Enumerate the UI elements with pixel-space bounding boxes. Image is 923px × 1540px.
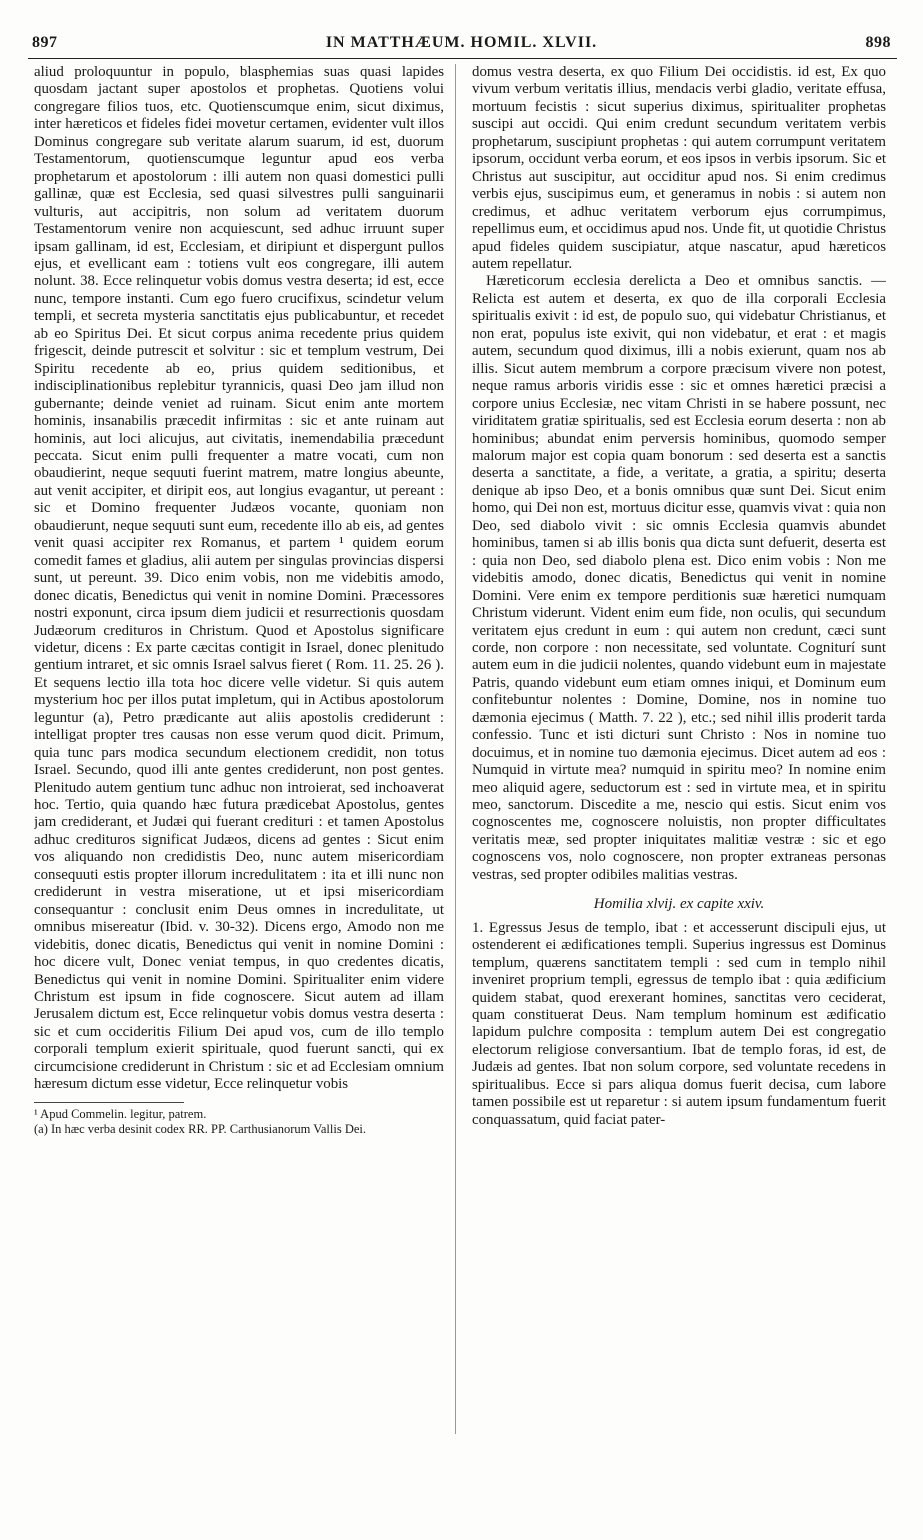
homily-paragraph: 1. Egressus Jesus de templo, ibat : et accesserunt discipuli ejus, ut ostenderent ei ædificationes templi. Superius ingressus est Dominus templum, quærens sanctitatem templi : sed cum in templo nihil inveniret proprium templi, egressus de templo ibat : quia ædificium quidem stabat, quod erexerant homines, sanctitas vero ceciderat, quam constituerat Deus. Nam templum hominum est ædificatio lapidum pulchre composita : templum autem Dei est congregatio electorum religiose conversantium. Ibat de templo foras, id est, de Judæis ad gentes. Ibat non solum corpore, sed voluntate recedens in spiritualibus. Ecce si pars aliqua domus fuerit decisa, cum labore tamen possibile est ut reparetur : si autem ipsum fundamentum fuerit conquassatum, quid faciat pater-: [472, 919, 886, 1128]
footnote-rule: [34, 1102, 184, 1103]
right-paragraph: domus vestra deserta, ex quo Filium Dei occidistis. id est, Ex quo vivum verbum veritatis illius, mendacis verbi gladio, veritate effusa, mortuum fecistis : sicut superius diximus, spiritualiter prophetas suscipi aut occidi. Qui enim credunt secundum veritatem verbis prophetarum, suscipiunt prophetas : qui autem corrumpunt veritatem ipsorum, occidunt verba eorum, et eos ipsos in verbis ipsorum. Sic et Christus aut suscipitur, aut occiditur apud nos. Si enim credimus verbis ejus, suscipimus eum, et generamus in nobis : si autem non credimus, et adhuc veritatem verborum ejus corrumpimus, repellimus eum, et occidimus apud nos. Unde fit, ut quotidie Christus apud fideles quidem suscipiatur, atque nascatur, apud hæreticos autem repellatur.: [472, 64, 886, 272]
header-rule: [28, 58, 897, 59]
homily-title: Homilia xlvij. ex capite xxiv.: [593, 896, 765, 913]
right-paragraph: Hæreticorum ecclesia derelicta a Deo et omnibus sanctis. — Relicta est autem et deserta, ex quo de illa corporali Ecclesia spiritualis exivit : id est, de populo suo, qui videbatur Christianus, et non erat, populus iste exivit, qui non videbatur, et erat : et magis autem, secundum quod diximus, illi a nobis exierunt, quam nos ab illis. Sicut autem membrum a corpore præcisum vivere non potest, neque ramus arboris viridis esse : sic et omnes hæretici præcisi a corpore unius Ecclesiæ, nec vitam Christi in se habere possunt, nec viriditatem gratiæ spiritualis, sed est Ecclesia eorum deserta : non ab hominibus; abundat enim perversis hominibus, quomodo semper malorum major est copia quam bonorum : sed deserta est a sanctis deserta a sanctitate, a fide, a veritate, a gratia, a spiritu; deserta denique ab ipso Deo, et a bonis omnibus quæ sunt Dei. Sicut enim homo, qui Dei non est, mortuus dicitur esse, quamvis vivat : quia non Deo, sed diabolo vivit : sic omnis Ecclesia quamvis abundet hominibus, tamen si ab illis bonis qua dicta sunt defuerit, deserta est : quia non Deo, sed diabolo plena est. Dico enim vobis : Non me videbitis amodo, donec dicatis, Benedictus qui venit in nomine Domini. Vere enim ex tempore perditionis suæ hæretici numquam Christum viderunt. Vident enim eum fide, non oculis, qui secundum veritatem ejus credunt in eum : qui autem non credunt, cæci sunt corde, non corpore : non necessitate, sed voluntate. Cogniturí sunt autem eum in die judicii nolentes, quando videbunt eum in majestate Patris, quando videbunt eum etiam omnes iniqui, et Dominum eum confitebuntur nolentes : Domine, Domine, nos in nomine tuo dæmonia ejecimus ( Matth. 7. 22 ), etc.; sed nihil illis proderit tarda confessio. Tunc et isti dicturi sunt Christo : Nos in nomine tuo docuimus, et in nomine tuo dæmonia ejecimus. Dicet autem ad eos : Numquid in virtute mea? numquid in spiritu meo? In nomine enim meo aliquid agere, seductorum est : sed in virtute mea, et in spiritu meo, sanctorum. Discedite a me, nescio qui estis. Sicut enim vos cognoscentes me, cognoscere noluistis, non propter difficultates veritatis meæ, sed propter iniquitates malitiæ vestræ : sic et ego cognoscens vos, nolo cognoscere, non propter extraneas personas vestras, sed propter odibiles malitias vestras.: [472, 273, 886, 883]
left-paragraph: aliud proloquuntur in populo, blasphemias suas quasi lapides quosdam jactant super apostolos et prophetas. Quotiens volui congregare filios tuos, etc. Quotienscumque enim, sicut diximus, inter hæreticos et fideles fidei movetur certamen, evidenter vult illos Dominus congregare sub veritate alarum suarum, id est, duorum Testamentorum, quotienscumque leguntur apud eos verba prophetarum et apostolorum : illi autem non quasi domestici pulli gallinæ, quæ est Ecclesia, sed quasi silvestres pulli sanguinarii vulturis, aut accipitris, non solum ad veritatem duorum Testamentorum venire non acquiescunt, sed adhuc irruunt super ipsam gallinam, id est, Ecclesiam, et diripiunt et dispergunt pullos ejus, et evellicant eam : totiens vult eos congregare, illi autem nolunt. 38. Ecce relinquetur vobis domus vestra deserta; id est, ecce nunc, tempore instanti. Cum ego fuero crucifixus, scindetur velum templi, et secreta mysteria sanctitatis ejus publicabuntur, et recedet ab eo Spiritus Dei. Et sicut corpus anima recedente prius quidem frigescit, deinde putrescit et solvitur : sic et templum vestrum, Dei Spiritu recedente ab eo, prius quidem seditionibus, et indisciplinationibus replebitur tyrannicis, quasi Deo jam illud non gubernante; deinde veniet ad ruinam. Sicut enim ante mortem hominis, insanabilis præcedit infirmitas : sic et ante ruinam aut hominis, aut loci alicujus, aut civitatis, inemendabilia præcedunt peccata. Sicut enim pulli frequenter a matre vocati, cum non obaudierint, neque sequuti fuerint matrem, matre longius abeunte, aut venit accipiter, et diripit eos, aut longius evagantur, ut pereant : sic et Domino frequenter Judæos vocante, quoniam non obaudierunt, neque sequuti sunt eum, recedente illo ab eis, ad gentes venit quasi accipiter rex Romanus, et partem ¹ quidem eorum comedit fames et gladius, alii autem per singulas provincias dispersi sunt, ut pereunt. 39. Dico enim vobis, non me videbitis amodo, donec dicatis, Benedictus qui venit in nomine Domini. Præcessores nostri exponunt, circa ipsum diem judicii et resurrectionis quosdam Judæorum credituros in Christum. Quod et Apostolus significare videtur, dicens : Ex parte cæcitas contigit in Israel, donec plenitudo gentium intraret, et sic omnis Israel salvus fieret ( Rom. 11. 25. 26 ). Et sequens lectio illa tota hoc dicere velle videtur. Si quis autem mysterium hoc per illos putat impletum, qui in Actibus apostolorum leguntur (a), Petro prædicante aut aliis apostolis crediderunt : intelligat propter tres causas non esse verum quod dicit. Primum, quia tunc pars modica secundum electionem credidit, non totus Israel. Secundo, quod illi ante gentes crediderunt, non post gentes. Plenitudo autem gentium tunc adhuc non introierat, sed inchoaverat hoc. Tertio, quia quando hæc futura prædicebat Apostolus, gentes jam crediderant, et Judæi qui fuerant credituri : et tamen Apostolus adhuc credituros significat Judæos, dicens ad gentes : Sicut enim vos aliquando non credidistis Deo, nunc autem misericordiam consequuti estis propter illorum incredulitatem : ita et illi nunc non crediderunt in vestra miseratione, ut et ipsi misericordiam consequantur : conclusit enim Deus omnes in incredulitate, ut omnibus misereatur (Ibid. v. 30-32). Dicens ergo, Amodo non me videbitis, donec dicatis, Benedictus qui venit in nomine Domini : hoc dicere vult, Donec veniat tempus, in quo credentes dicatis, Benedictus qui venit in nomine Domini. Spiritualiter enim videre Christum est ipsum in fide cognoscere. Sicut autem ad illam Jerusalem dictum est, Ecce relinquetur vobis domus vestra deserta : sic et cum occideritis Filium Dei apud vos, cum de illo templo corporali templum exierit spirituale, quod fuerunt sancti, qui ex circumcisione crediderunt in Christum : sic et ad Ecclesiam omnium hæresum dictum esse videtur, Ecce relinquetur vobis: [34, 64, 444, 1093]
right-column: [472, 64, 886, 1534]
page-number-left: 897: [32, 34, 58, 51]
running-header: [32, 34, 891, 56]
footnote: (a) In hæc verba desinit codex RR. PP. Carthusianorum Vallis Dei.: [34, 1121, 367, 1136]
running-title: IN MATTHÆUM. HOMIL. XLVII.: [325, 34, 598, 51]
column-divider: [455, 64, 456, 1434]
page-number-right: 898: [865, 34, 891, 51]
left-column: [34, 64, 444, 1534]
footnote: ¹ Apud Commelin. legitur, patrem.: [34, 1106, 207, 1121]
